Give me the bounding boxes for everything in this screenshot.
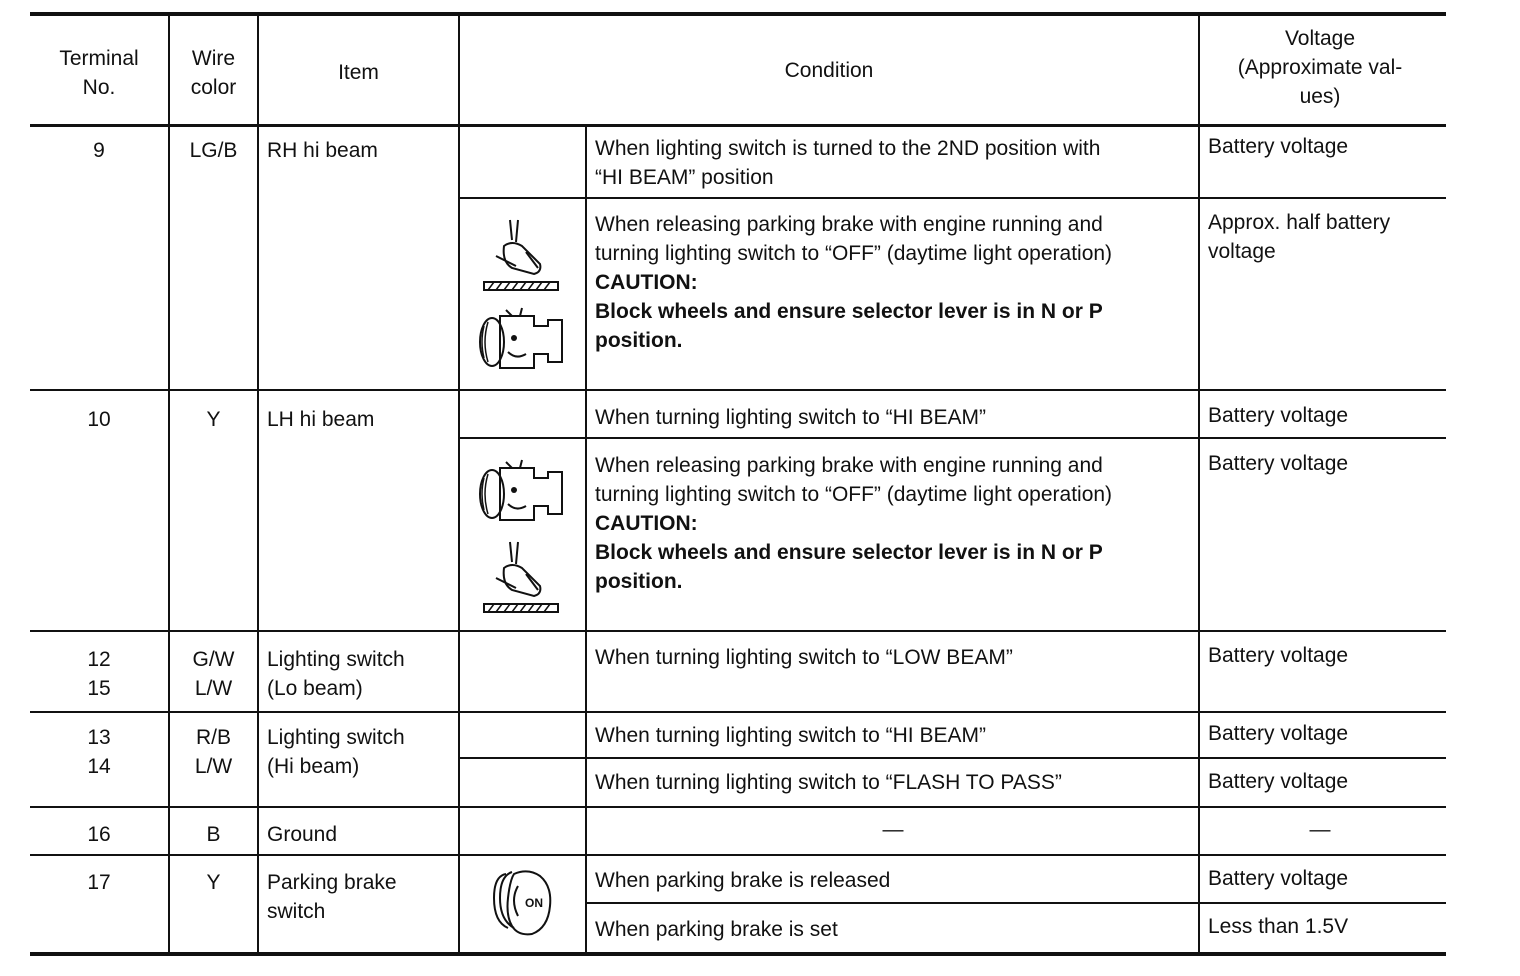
header-voltage-line2: (Approximate val- [1237,56,1403,79]
rule [460,757,1446,759]
row9-caution-line1: Block wheels and ensure selector lever is in N or P [595,300,1103,323]
row9-volt2 [1208,208,1390,266]
row9-cond1-line1: When lighting switch is turned to the 2ND position with [595,137,1101,160]
row17-volt1: Battery voltage [1208,867,1349,890]
row13-item-line2: (Hi beam) [267,755,360,778]
rule [30,806,1446,808]
row10-volt1: Battery voltage [1208,404,1349,427]
row12-item-line2: (Lo beam) [267,677,363,700]
row12-terminal-line1: 12 [87,648,111,671]
col-divider [458,16,460,954]
row13-volt1: Battery voltage [1208,722,1349,745]
rule [30,854,1446,856]
row9-caution-line2: position. [595,329,683,352]
row12-cond: When turning lighting switch to “LOW BEAM” [595,646,1013,669]
row10-volt2: Battery voltage [1208,452,1349,475]
row17-item [267,868,397,926]
header-wire-line1: Wire [191,47,236,70]
row13-cond2: When turning lighting switch to “FLASH TO PASS” [595,771,1062,794]
row12-item [267,645,405,703]
engine-running-icon [478,304,568,378]
row9-volt1: Battery voltage [1208,135,1349,158]
row9-volt2-line1: Approx. half battery [1208,211,1391,234]
row10-caution: CAUTION: [595,512,698,535]
header-wire-line2: color [190,76,237,99]
row10-terminal: 10 [87,408,111,431]
row16-item: Ground [267,823,338,846]
row12-terminal [30,645,168,703]
row12-volt: Battery voltage [1208,644,1349,667]
rule [30,630,1446,632]
table-top-rule [30,12,1446,16]
col-divider [257,16,259,954]
engine-running-icon [478,456,568,530]
row10-wire: Y [206,408,221,431]
row16-wire: B [206,823,221,846]
header-terminal-line2: No. [82,76,116,99]
row17-volt2: Less than 1.5V [1208,915,1349,938]
row13-item-line1: Lighting switch [267,726,405,749]
row13-wire [170,723,257,781]
row17-icon-label: ON [525,896,543,910]
row9-wire: LG/B [189,139,238,162]
row13-terminal [30,723,168,781]
row17-wire: Y [206,871,221,894]
row13-volt2: Battery voltage [1208,770,1349,793]
row16-volt: — [1309,818,1331,841]
row9-volt2-line2: voltage [1208,240,1276,263]
row9-caution: CAUTION: [595,271,698,294]
header-wire-color [170,44,257,102]
row17-cond1: When parking brake is released [595,869,891,892]
header-voltage-line3: ues) [1299,85,1341,108]
row13-cond1: When turning lighting switch to “HI BEAM” [595,724,986,747]
col-divider [1198,16,1200,954]
row10-cond2-line1: When releasing parking brake with engine running and [595,454,1103,477]
col-divider [585,126,587,954]
rule [30,389,1446,391]
parking-brake-pedal-icon [482,216,562,296]
row10-caution-line1: Block wheels and ensure selector lever is in N or P [595,541,1103,564]
row12-wire-line2: L/W [194,677,233,700]
parking-brake-pedal-icon [482,538,562,618]
row9-cond1-line2: “HI BEAM” position [595,166,774,189]
row13-wire-line1: R/B [195,726,231,749]
header-bottom-rule [30,124,1446,127]
rule [30,711,1446,713]
row9-cond1 [595,134,1100,192]
row13-wire-line2: L/W [194,755,233,778]
table-bottom-rule [30,952,1446,956]
row12-terminal-line2: 15 [87,677,111,700]
header-terminal-line1: Terminal [59,47,139,70]
rule [460,437,1446,439]
row13-item [267,723,405,781]
row10-caution-line2: position. [595,570,683,593]
ignition-on-icon [488,866,558,938]
row13-terminal-line2: 14 [87,755,111,778]
row17-item-line1: Parking brake [267,871,397,894]
row17-terminal: 17 [87,871,111,894]
row10-cond2 [595,451,1112,596]
row12-item-line1: Lighting switch [267,648,405,671]
row10-item: LH hi beam [267,408,375,431]
header-voltage-line1: Voltage [1284,27,1356,50]
row9-cond2-line1: When releasing parking brake with engine running and [595,213,1103,236]
rule [460,197,1446,199]
row9-cond2-line2: turning lighting switch to “OFF” (daytime light operation) [595,242,1113,265]
row16-cond: — [882,818,904,841]
row17-item-line2: switch [267,900,326,923]
row9-terminal: 9 [93,139,105,162]
row9-cond2 [595,210,1112,355]
row12-wire-line1: G/W [192,648,235,671]
header-item: Item [338,61,379,84]
rule [586,902,1446,904]
header-voltage [1200,24,1440,111]
header-condition: Condition [784,59,874,82]
row12-wire [170,645,257,703]
row17-cond2: When parking brake is set [595,918,838,941]
row10-cond1: When turning lighting switch to “HI BEAM” [595,406,986,429]
row16-terminal: 16 [87,823,111,846]
row9-item: RH hi beam [267,139,378,162]
row13-terminal-line1: 13 [87,726,111,749]
header-terminal [30,44,168,102]
row10-cond2-line2: turning lighting switch to “OFF” (daytime light operation) [595,483,1113,506]
